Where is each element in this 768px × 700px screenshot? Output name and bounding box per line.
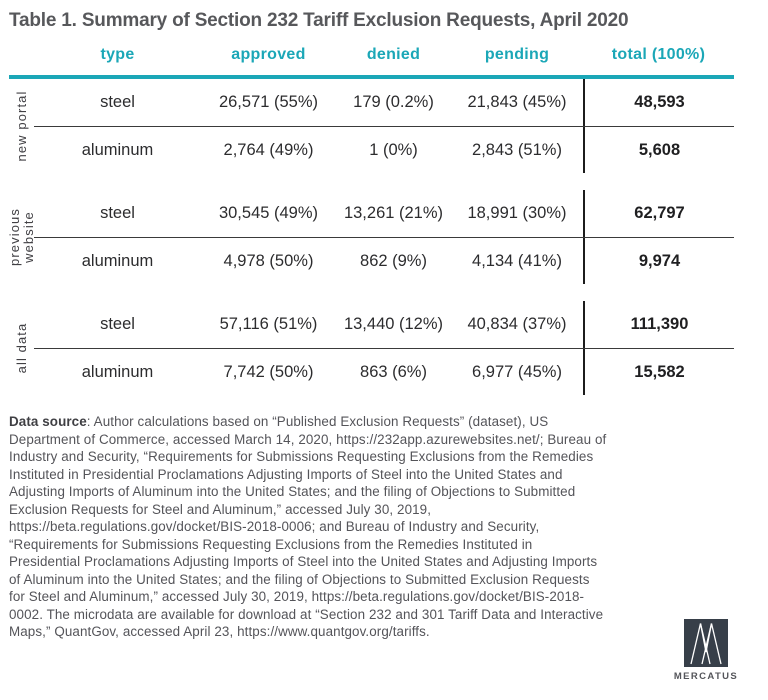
cell-total: 111,390 [583,301,734,348]
table-row-all-data-steel [34,301,734,348]
table-row-previous-website-aluminum [34,237,734,284]
column-header-approved: approved [231,46,306,63]
table-row-new-portal-steel [34,79,734,126]
cell-approved: 2,764 (49%) [223,140,314,159]
cell-pending: 18,991 (30%) [467,204,567,222]
section-new-portal [9,79,768,173]
cell-denied: 862 (9%) [360,251,427,270]
cell-pending: 2,843 (51%) [472,140,562,159]
cell-type: steel [100,93,135,111]
column-header-denied: denied [366,46,421,63]
section-all-data [9,301,768,395]
cell-total: 48,593 [583,79,734,126]
cell-type: aluminum [81,251,154,270]
cell-denied: 13,440 (12%) [343,315,444,333]
cell-total: 62,797 [583,190,734,237]
data-source-note [9,413,607,641]
cell-type: steel [100,204,135,222]
section-label-all-data: all data [13,322,29,374]
mercatus-logo [673,619,739,682]
cell-pending: 4,134 (41%) [472,251,562,270]
summary-table [6,46,768,395]
section-label-new-portal: new portal [13,90,29,162]
cell-approved: 7,742 (50%) [223,362,314,381]
cell-approved: 57,116 (51%) [219,315,318,333]
cell-approved: 30,545 (49%) [218,204,319,222]
cell-denied: 1 (0%) [369,140,418,159]
section-previous-website [6,190,768,284]
cell-type: steel [100,315,135,333]
cell-type: aluminum [81,362,154,381]
table-row-all-data-aluminum [34,348,734,395]
table-row-new-portal-aluminum [34,126,734,173]
cell-pending: 21,843 (45%) [467,93,567,111]
cell-type: aluminum [81,140,154,159]
cell-approved: 4,978 (50%) [223,251,314,270]
cell-total: 15,582 [583,349,734,395]
table-body [6,79,768,395]
cell-denied: 863 (6%) [360,362,427,381]
column-header-pending: pending [484,46,550,63]
cell-approved: 26,571 (55%) [218,93,319,111]
section-label-gutter [6,190,36,284]
data-source-label: Data source [9,414,87,429]
column-header-total: total (100%) [611,46,706,63]
mercatus-logo-wordmark: MERCATUS [673,671,739,682]
section-label-previous-website: previous website [6,208,36,266]
section-label-gutter [9,79,34,173]
cell-pending: 6,977 (45%) [472,362,562,381]
cell-pending: 40,834 (37%) [467,315,567,333]
table-header-row [34,46,768,75]
section-label-gutter [9,301,34,395]
page-title: Table 1. Summary of Section 232 Tariff Exclusion Requests, April 2020 [9,10,629,31]
table-row-previous-website-steel [34,190,734,237]
mercatus-logo-icon [684,619,728,667]
cell-total: 9,974 [583,238,734,284]
cell-denied: 179 (0.2%) [353,93,434,111]
cell-denied: 13,261 (21%) [343,204,444,222]
cell-total: 5,608 [583,127,734,173]
data-source-text: : Author calculations based on “Published Exclusion Requests” (dataset), US Department of Commerce, accessed March 14, 2020, https://232app.azurewebsites.net/; Bureau of Industry and Security, “Requirements for Submissions Requesting Exclusions from the Remedies Instituted in Presidential Proclamations Adjusting Imports of Steel into the United States and Adjusting Imports of Aluminum into the United States; and the filing of Objections to Submitted Exclusion Requests for Steel and Aluminum,” accessed July 30, 2019, https://beta.regulations.gov/docket/BIS-2018-0006; and Bureau of Industry and Security, “Requirements for Submissions Requesting Exclusions from the Remedies Instituted in Presidential Proclamations Adjusting Imports of Steel into the United States and Adjusting Imports of Aluminum into the United States; and the filing of Objections to Submitted Exclusion Requests for Steel and Aluminum,” accessed July 30, 2019, https://beta.regulations.gov/docket/BIS-2018-0002. The microdata are available for download at “Section 232 and 301 Tariff Data and Interactive Maps,” QuantGov, accessed April 23, https://www.quantgov.org/tariffs. [9,414,607,639]
column-header-type: type [100,46,135,63]
